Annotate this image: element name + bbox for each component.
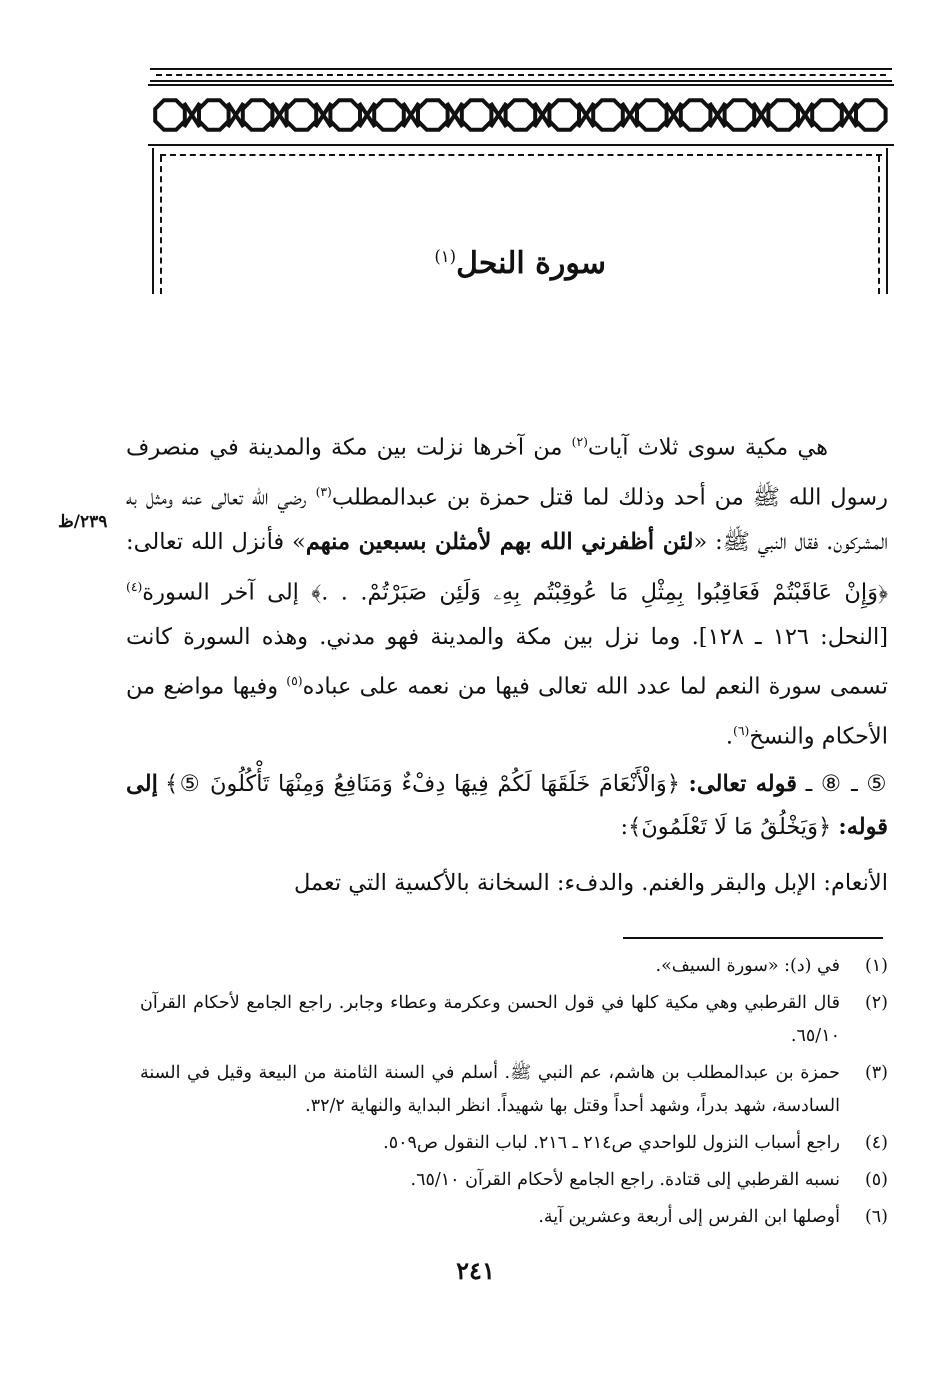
footnote-ref: (٤) (126, 579, 143, 594)
text-run: رضي الله تعالى عنه ومثل به المشركون. فقال النبي ﷺ: « (126, 484, 888, 555)
main-text (126, 420, 888, 906)
band-knot (637, 100, 667, 130)
band-knot (374, 100, 404, 130)
ayah-markers: ⑤ ـ ⑧ ـ (805, 771, 888, 797)
text-run: » فأنزل الله تعالى: ﴿وَإِنْ عَاقَبْتُمْ فَعَاقِبُوا بِمِثْلِ مَا عُوقِبْتُم بِهِۦ وَلَئِن صَبَرْتُمْ. . .﴾ إلى آخر السورة (126, 529, 888, 605)
text-run: هي مكية سوى ثلاث آيات (587, 434, 828, 461)
surah-title (434, 246, 606, 281)
band-knot (593, 100, 623, 130)
band-knot (768, 100, 798, 130)
band-knot (549, 100, 579, 130)
footnote (140, 950, 888, 983)
footnote-text: راجع أسباب النزول للواحدي ص٢١٤ ـ ٢١٦. لباب النقول ص٥٠٩. (383, 1133, 840, 1153)
frame-inner-dashed-line (160, 154, 882, 156)
gloss-line: الأنعام: الإبل والبقر والغنم. والدفء: السخانة بالأكسية التي تعمل (293, 870, 888, 896)
text-run: وفيها مواضع من الأحكام والنسخ (126, 673, 888, 750)
band-knot (330, 100, 360, 130)
page-number: ٢٤١ (456, 1256, 495, 1285)
frame-right-border (878, 148, 888, 294)
footnote (140, 1201, 888, 1234)
footnote-text: قال القرطبي وهي مكية كلها في قول الحسن وعكرمة وعطاء وجابر. راجع الجامع لأحكام القرآن ٦٥/١٠. (140, 993, 840, 1046)
text-run: . (725, 723, 733, 750)
footnote-number: (٥) (864, 1170, 888, 1190)
band-knot (418, 100, 448, 130)
band-knot (725, 100, 755, 130)
band-knot (812, 100, 842, 130)
footnote-number: (٢) (864, 993, 888, 1013)
band-knot (506, 100, 536, 130)
footnote-ref: (٦) (732, 724, 750, 738)
frame-left-border (152, 148, 162, 294)
footnote (140, 987, 888, 1053)
footnote-text: حمزة بن عبدالمطلب بن هاشم، عم النبي ﷺ. أسلم في السنة الثامنة من البيعة وقيل في السنة السادسة، شهد بدراً، وشهد أحداً وقتل بها شهيداً. انظر البداية والنهاية ٣٢/٢. (140, 1063, 840, 1116)
footnote-separator (623, 937, 883, 939)
verse-lead: قوله تعالى: (688, 771, 798, 797)
text-run: [النحل: ١٢٦ ـ ١٢٨]. وما نزل بين مكة والمدينة فهو مدني. وهذه السورة كانت تسمى سورة النعم لما عدد الله تعالى فيها من نعمه على عباده (126, 623, 888, 700)
footnote-ref: (١) (434, 247, 457, 266)
footnote (140, 1057, 888, 1123)
verse-to: إلى قوله: (126, 771, 888, 840)
footnote-text: نسبه القرطبي إلى قتادة. راجع الجامع لأحكام القرآن ٦٥/١٠. (410, 1170, 840, 1190)
footnote-ref: (٥) (286, 674, 303, 688)
footnote-text: أوصلها ابن الفرس إلى أربعة وعشرين آية. (538, 1207, 840, 1227)
verse-heading (126, 763, 888, 849)
header-border-top (150, 68, 892, 82)
quran-verse: ﴿وَيَخْلُقُ مَا لَا تَعْلَمُونَ﴾ (628, 814, 832, 840)
footnote (140, 1164, 888, 1197)
footnote-number: (٣) (864, 1063, 888, 1083)
band-knot (155, 100, 185, 130)
footnote-text: في (د): «سورة السيف». (655, 956, 840, 976)
footnotes (140, 950, 888, 1238)
quran-verse: ﴿وَالْأَنْعَامَ خَلَقَهَا لَكُمْ فِيهَا دِفْءٌ وَمَنَافِعُ وَمِنْهَا تَأْكُلُونَ ⑤﴾ (165, 771, 680, 797)
text-run: : (620, 814, 629, 840)
manuscript-folio-marker: ٢٣٩/ظ (58, 512, 108, 532)
intro-paragraph (126, 420, 888, 759)
footnote (140, 1127, 888, 1160)
footnote-ref: (٢) (571, 435, 588, 449)
band-knot (681, 100, 711, 130)
band-knot (243, 100, 273, 130)
ornamental-band (148, 84, 894, 146)
footnote-number: (١) (864, 956, 888, 976)
text-run: من آخرها نزلت بين مكة والمدينة في منصرف رسول الله ﷺ من أحد وذلك لما قتل حمزة بن عبدالمطلب (126, 434, 888, 511)
band-knot (856, 100, 886, 130)
hadith-quote: لئن أظفرني الله بهم لأمثلن بسبعين منهم (305, 529, 694, 555)
footnote-number: (٦) (864, 1207, 888, 1227)
footnote-number: (٤) (864, 1133, 888, 1153)
surah-title-text: سورة النحل (456, 246, 606, 281)
band-knot (287, 100, 317, 130)
footnote-ref: (٣) (315, 485, 332, 499)
band-knot (199, 100, 229, 130)
band-knot (462, 100, 492, 130)
